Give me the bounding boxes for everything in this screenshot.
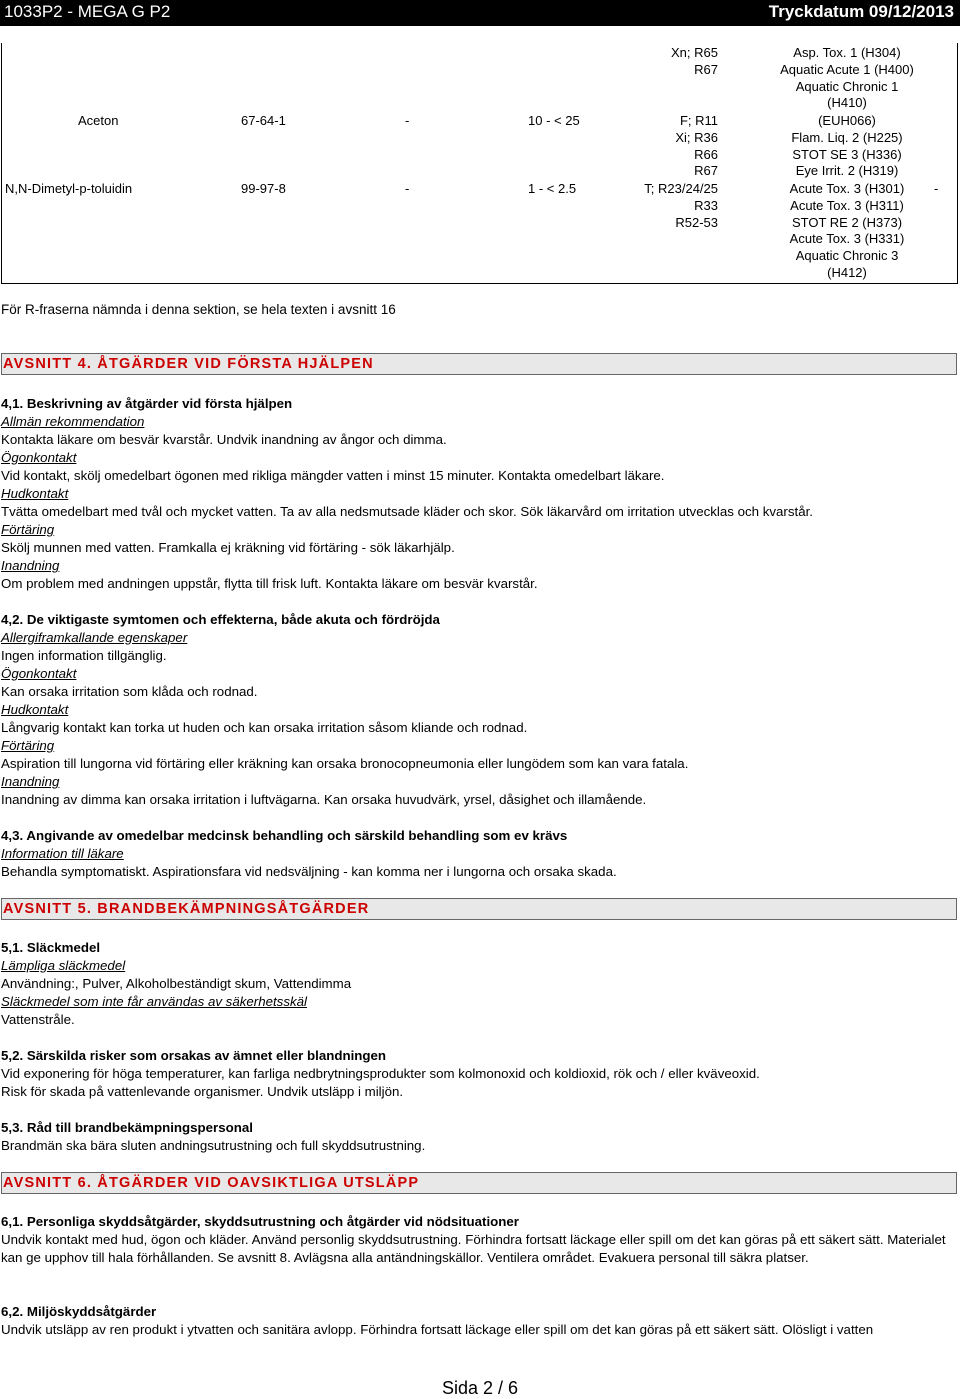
subsection-4-2-title: 4,2. De viktigaste symtomen och effekterna, både akuta och fördröjda	[1, 612, 440, 627]
text-suitable-media: Användning:, Pulver, Alkoholbeständigt skum, Vattendimma	[1, 976, 352, 991]
document-title: 1033P2 - MEGA G P2	[4, 2, 171, 21]
table-cell-ec: -	[405, 113, 410, 128]
table-cell-classification-r: F; R11 Xi; R36 R66 R67	[675, 113, 718, 179]
table-cell-name: N,N-Dimetyl-p-toluidin	[5, 181, 133, 196]
label-ingestion: Förtäring	[1, 522, 55, 537]
label-eye-contact: Ögonkontakt	[1, 666, 77, 681]
page-number: Sida 2 / 6	[441, 1378, 519, 1398]
subsection-5-2-title: 5,2. Särskilda risker som orsakas av ämnet eller blandningen	[1, 1048, 387, 1063]
label-general-advice: Allmän rekommendation	[1, 414, 145, 429]
label-inhalation: Inandning	[1, 774, 60, 789]
table-cell-concentration: 1 - < 2.5	[528, 181, 577, 196]
table-cell-cas: 99-97-8	[241, 181, 286, 196]
text-special-hazards-1: Vid exponering för höga temperaturer, kan farliga nedbrytningsprodukter som kolmonoxid och koldioxid, rök och / eller kväveoxid.	[1, 1066, 760, 1081]
table-cell-concentration: 10 - < 25	[528, 113, 580, 128]
table-cell-classification-h: Acute Tox. 3 (H301) Acute Tox. 3 (H311) STOT RE 2 (H373) Acute Tox. 3 (H331) Aquatic Chronic 3 (H412)	[789, 181, 905, 280]
text-physician-info: Behandla symptomatiskt. Aspirationsfara vid nedsväljning - kan komma ner i lungorna och orsaka skada.	[1, 864, 617, 879]
table-cell-classification-r: T; R23/24/25 R33 R52-53	[644, 181, 718, 230]
text-ingestion: Aspiration till lungorna vid förtäring eller kräkning kan orsaka bronocopneumonia eller lungödem som kan vara fatala.	[1, 756, 689, 771]
header-bar	[0, 0, 960, 26]
label-skin-contact: Hudkontakt	[1, 702, 69, 717]
label-inhalation: Inandning	[1, 558, 60, 573]
text-skin-contact: Långvarig kontakt kan torka ut huden och kan orsaka irritation såsom kliande och rodnad.	[1, 720, 528, 735]
text-inhalation: Om problem med andningen uppstår, flytta till frisk luft. Kontakta läkare om besvär kvarstår.	[1, 576, 538, 591]
table-cell-name: Aceton	[78, 113, 119, 128]
text-skin-contact: Tvätta omedelbart med tvål och mycket vatten. Ta av alla nedsmutsade kläder och skor. Sök läkarvård om irritation utvecklas och kvarstår.	[1, 504, 813, 519]
text-firefighter-advice: Brandmän ska bära sluten andningsutrustning och full skyddsutrustning.	[1, 1138, 426, 1153]
text-environmental-precautions: Undvik utsläpp av ren produkt i ytvatten och sanitära avlopp. Förhindra fortsatt läckage eller spill om det kan göras på ett säkert sätt. Olösligt i vatten	[1, 1322, 874, 1337]
section-5-heading: AVSNITT 5. BRANDBEKÄMPNINGSÅTGÄRDER	[1, 898, 957, 920]
text-eye-contact: Kan orsaka irritation som klåda och rodnad.	[1, 684, 258, 699]
label-suitable-media: Lämpliga släckmedel	[1, 958, 126, 973]
section-4-heading: AVSNITT 4. ÅTGÄRDER VID FÖRSTA HJÄLPEN	[1, 353, 957, 375]
table-cell-cas: 67-64-1	[241, 113, 286, 128]
text-allergy: Ingen information tillgänglig.	[1, 648, 167, 663]
print-date: Tryckdatum 09/12/2013	[768, 2, 954, 21]
text-special-hazards-2: Risk för skada på vattenlevande organismer. Undvik utsläpp i miljön.	[1, 1084, 404, 1099]
subsection-6-2-title: 6,2. Miljöskyddsåtgärder	[1, 1304, 157, 1319]
text-personal-precautions: Undvik kontakt med hud, ögon och kläder. Använd personlig skyddsutrustning. Förhindra fortsatt läckage eller spill om det kan göras på ett säkert sätt. Materialet kan ge upphov till hala förhållanden. Se avsnitt 8. Avlägsna alla antändningskällor. Ventilera området. Evakuera personal till säkra platser.	[1, 1232, 946, 1265]
table-cell-classification-h: (EUH066) Flam. Liq. 2 (H225) STOT SE 3 (H336) Eye Irrit. 2 (H319)	[791, 113, 903, 179]
table-cell-classification-h: Asp. Tox. 1 (H304) Aquatic Acute 1 (H400) Aquatic Chronic 1 (H410)	[780, 45, 914, 111]
section-6-heading: AVSNITT 6. ÅTGÄRDER VID OAVSIKTLIGA UTSLÄPP	[1, 1172, 957, 1194]
subsection-6-1-title: 6,1. Personliga skyddsåtgärder, skyddsutrustning och åtgärder vid nödsituationer	[1, 1214, 519, 1229]
text-general-advice: Kontakta läkare om besvär kvarstår. Undvik inandning av ångor och dimma.	[1, 432, 447, 447]
label-ingestion: Förtäring	[1, 738, 55, 753]
text-inhalation: Inandning av dimma kan orsaka irritation i luftvägarna. Kan orsaka huvudvärk, yrsel, dåsighet och illamående.	[1, 792, 647, 807]
composition-table	[1, 43, 958, 284]
text-ingestion: Skölj munnen med vatten. Framkalla ej kräkning vid förtäring - sök läkarhjälp.	[1, 540, 455, 555]
label-unsuitable-media: Släckmedel som inte får användas av säkerhetsskäl	[1, 994, 307, 1009]
label-physician-info: Information till läkare	[1, 846, 124, 861]
table-cell-ec: -	[405, 181, 410, 196]
label-eye-contact: Ögonkontakt	[1, 450, 77, 465]
text-unsuitable-media: Vattenstråle.	[1, 1012, 75, 1027]
subsection-5-1-title: 5,1. Släckmedel	[1, 940, 101, 955]
r-phrases-note: För R-fraserna nämnda i denna sektion, se hela texten i avsnitt 16	[1, 302, 396, 317]
label-skin-contact: Hudkontakt	[1, 486, 69, 501]
table-cell-note: -	[934, 181, 939, 196]
text-eye-contact: Vid kontakt, skölj omedelbart ögonen med rikliga mängder vatten i minst 15 minuter. Kontakta omedelbart läkare.	[1, 468, 665, 483]
label-allergy: Allergiframkallande egenskaper	[1, 630, 188, 645]
subsection-4-1-title: 4,1. Beskrivning av åtgärder vid första hjälpen	[1, 396, 293, 411]
table-cell-classification-r: Xn; R65 R67	[671, 45, 718, 77]
subsection-5-3-title: 5,3. Råd till brandbekämpningspersonal	[1, 1120, 253, 1135]
subsection-4-3-title: 4,3. Angivande av omedelbar medcinsk behandling och särskild behandling som ev krävs	[1, 828, 568, 843]
